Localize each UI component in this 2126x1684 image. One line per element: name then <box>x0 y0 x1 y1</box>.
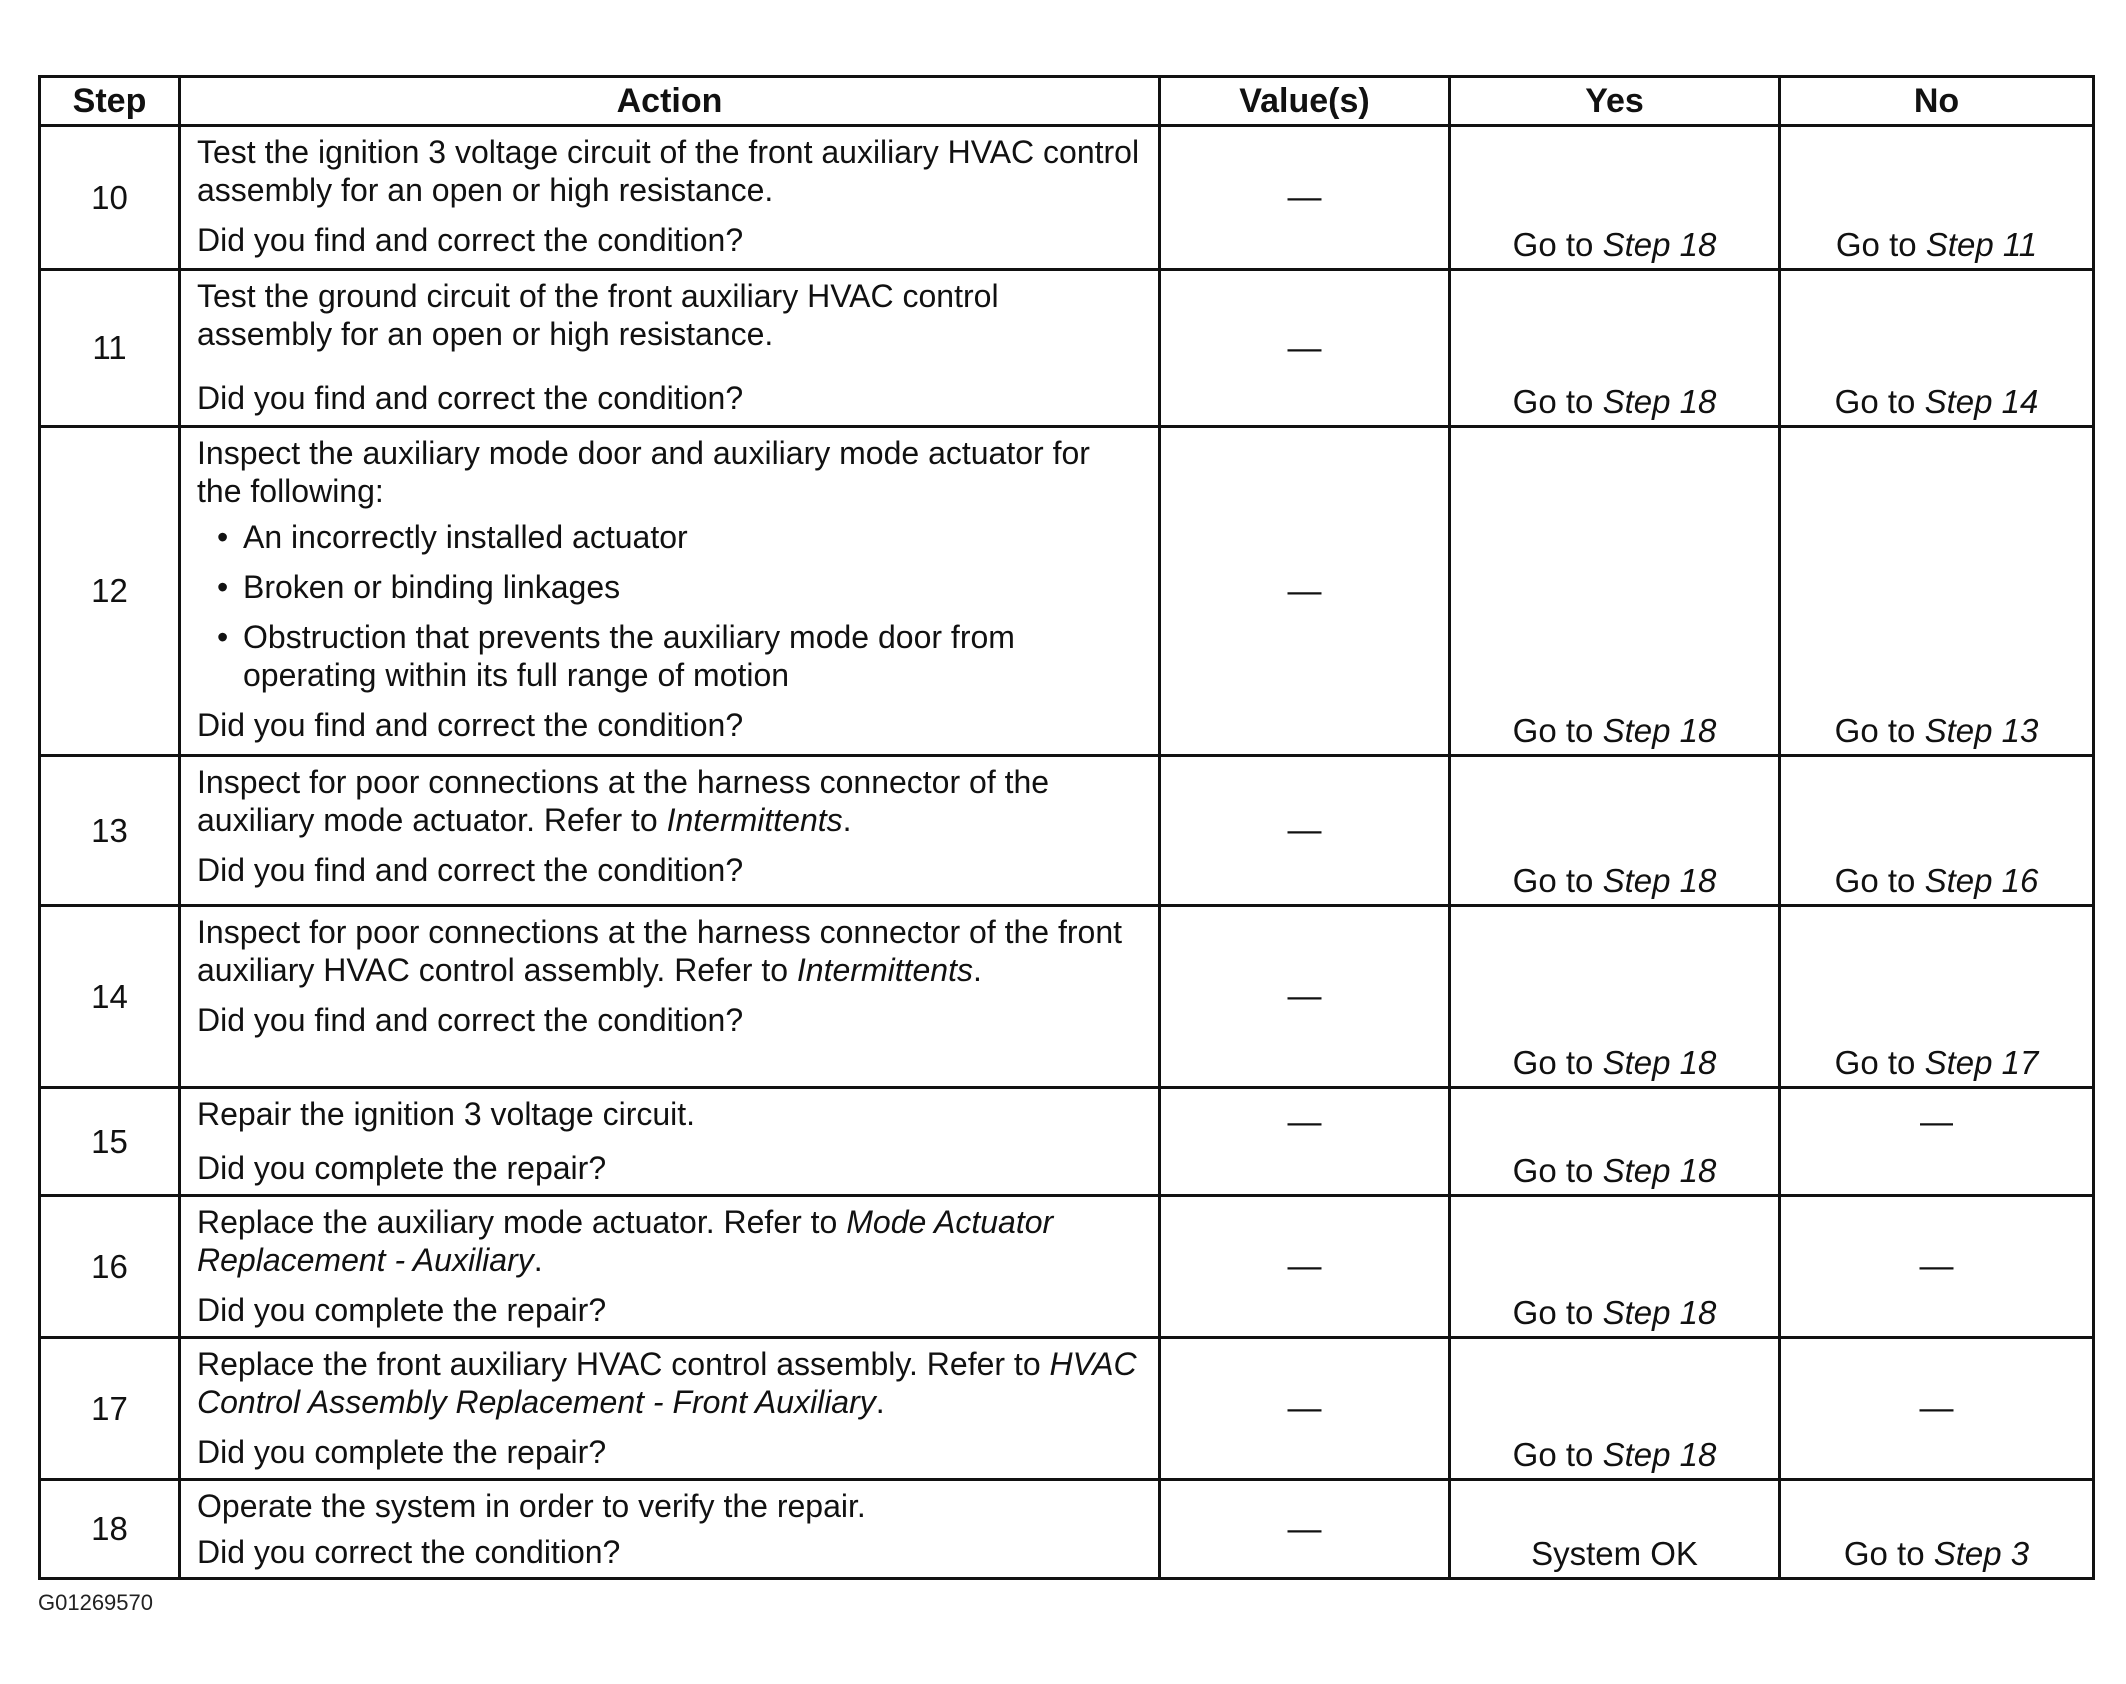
goto-label: Go to <box>1512 226 1594 263</box>
goto-label: Go to <box>1834 712 1916 749</box>
reference-link: HVAC Control Assembly Replacement - Front Auxiliary <box>197 1346 1137 1420</box>
value-cell: — <box>1160 1196 1450 1338</box>
list-item: • An incorrectly installed actuator <box>243 518 1140 556</box>
action-body: Replace the auxiliary mode actuator. Refer to <box>197 1204 838 1240</box>
yes-cell <box>1450 1338 1780 1480</box>
list-item: • Obstruction that prevents the auxiliary mode door from operating within its full range of motion <box>243 618 1140 694</box>
action-text: Repair the ignition 3 voltage circuit. <box>197 1096 696 1132</box>
goto-step-link: Step 16 <box>1924 862 2039 899</box>
yes-cell: System OK <box>1450 1480 1780 1579</box>
goto-label: Go to <box>1834 1044 1916 1081</box>
table-row <box>40 1338 2094 1480</box>
reference-link: Mode Actuator Replacement - Auxiliary <box>197 1204 1054 1278</box>
goto-label: Go to <box>1512 1152 1594 1189</box>
action-text: Test the ignition 3 voltage circuit of the front auxiliary HVAC control assembly for an open or high resistance. <box>197 134 1140 208</box>
goto-step-link: Step 18 <box>1602 226 1717 263</box>
goto-step-link: Step 18 <box>1602 1294 1717 1331</box>
header-no: No <box>1780 77 2094 126</box>
step-number: 13 <box>40 756 180 906</box>
no-cell <box>1780 270 2094 427</box>
step-number: 11 <box>40 270 180 427</box>
goto-step-link: Step 17 <box>1924 1044 2039 1081</box>
action-text: Test the ground circuit of the front auxiliary HVAC control assembly for an open or high resistance. <box>197 278 999 352</box>
value-cell: — <box>1160 1088 1450 1196</box>
action-question: Did you find and correct the condition? <box>197 380 744 416</box>
value-cell: — <box>1160 906 1450 1088</box>
step-number: 12 <box>40 427 180 756</box>
no-cell: — <box>1780 1196 2094 1338</box>
no-cell <box>1780 126 2094 270</box>
goto-step-link: Step 14 <box>1924 383 2039 420</box>
goto-label: Go to <box>1512 1436 1594 1473</box>
yes-cell <box>1450 1088 1780 1196</box>
goto-step-link: Step 11 <box>1925 226 2038 263</box>
action-cell <box>180 1196 1160 1338</box>
list-item: • Broken or binding linkages <box>243 568 1140 606</box>
header-step: Step <box>40 77 180 126</box>
action-cell <box>180 126 1160 270</box>
step-number: 10 <box>40 126 180 270</box>
goto-label: Go to <box>1512 862 1594 899</box>
action-question: Did you find and correct the condition? <box>197 1002 744 1038</box>
action-cell <box>180 1088 1160 1196</box>
action-cell <box>180 427 1160 756</box>
header-action: Action <box>180 77 1160 126</box>
yes-cell <box>1450 1196 1780 1338</box>
step-number: 17 <box>40 1338 180 1480</box>
table-row <box>40 1480 2094 1579</box>
table-row <box>40 906 2094 1088</box>
action-text: Inspect the auxiliary mode door and auxiliary mode actuator for the following: <box>197 435 1090 509</box>
yes-cell <box>1450 756 1780 906</box>
yes-cell <box>1450 126 1780 270</box>
step-number: 15 <box>40 1088 180 1196</box>
action-text: Inspect for poor connections at the harness connector of the front auxiliary HVAC control assembly. Refer to Intermittents. <box>197 914 1122 988</box>
no-cell <box>1780 427 2094 756</box>
reference-link: Intermittents <box>666 802 843 838</box>
goto-step-link: Step 18 <box>1602 1044 1717 1081</box>
value-cell: — <box>1160 126 1450 270</box>
table-row <box>40 126 2094 270</box>
action-cell <box>180 1480 1160 1579</box>
goto-step-link: Step 3 <box>1933 1535 2030 1572</box>
action-body: Inspect for poor connections at the harness connector of the front auxiliary HVAC control assembly. Refer to <box>197 914 1122 988</box>
goto-label: Go to <box>1512 1044 1594 1081</box>
value-cell: — <box>1160 756 1450 906</box>
action-cell <box>180 906 1160 1088</box>
step-number: 16 <box>40 1196 180 1338</box>
diagnostic-table <box>38 75 2095 1580</box>
no-cell: — <box>1780 1088 2094 1196</box>
action-text: Replace the front auxiliary HVAC control assembly. Refer to HVAC Control Assembly Replacement - Front Auxiliary. <box>197 1346 1137 1420</box>
goto-label: Go to <box>1834 862 1916 899</box>
goto-step-link: Step 13 <box>1924 712 2039 749</box>
value-cell: — <box>1160 1338 1450 1480</box>
action-cell <box>180 270 1160 427</box>
yes-cell <box>1450 906 1780 1088</box>
action-question: Did you complete the repair? <box>197 1150 607 1186</box>
action-cell <box>180 756 1160 906</box>
step-number: 18 <box>40 1480 180 1579</box>
action-body: Replace the front auxiliary HVAC control assembly. Refer to <box>197 1346 1041 1382</box>
no-cell <box>1780 756 2094 906</box>
action-question: Did you correct the condition? <box>197 1534 621 1570</box>
goto-step-link: Step 18 <box>1602 1436 1717 1473</box>
action-text: Operate the system in order to verify the repair. <box>197 1488 866 1524</box>
yes-cell <box>1450 270 1780 427</box>
reference-link: Intermittents <box>796 952 973 988</box>
header-row <box>40 77 2094 126</box>
yes-cell <box>1450 427 1780 756</box>
action-question: Did you complete the repair? <box>197 1434 607 1470</box>
no-cell <box>1780 1480 2094 1579</box>
action-question: Did you find and correct the condition? <box>197 707 744 743</box>
header-values: Value(s) <box>1160 77 1450 126</box>
goto-label: Go to <box>1512 1294 1594 1331</box>
goto-step-link: Step 18 <box>1602 862 1717 899</box>
goto-label: Go to <box>1512 712 1594 749</box>
action-question: Did you find and correct the condition? <box>197 222 744 258</box>
goto-label: Go to <box>1835 226 1917 263</box>
table-row <box>40 756 2094 906</box>
goto-step-link: Step 18 <box>1602 712 1717 749</box>
no-cell <box>1780 906 2094 1088</box>
action-question: Did you complete the repair? <box>197 1292 607 1328</box>
action-body: Inspect for poor connections at the harness connector of the auxiliary mode actuator. Refer to <box>197 764 1050 838</box>
table-row <box>40 427 2094 756</box>
figure-id: G01269570 <box>38 1590 153 1615</box>
action-text: Inspect for poor connections at the harness connector of the auxiliary mode actuator. Refer to Intermittents. <box>197 764 1050 838</box>
goto-label: Go to <box>1843 1535 1925 1572</box>
action-cell <box>180 1338 1160 1480</box>
goto-step-link: Step 18 <box>1602 383 1717 420</box>
value-cell: — <box>1160 1480 1450 1579</box>
table-row <box>40 270 2094 427</box>
value-cell: — <box>1160 427 1450 756</box>
value-cell: — <box>1160 270 1450 427</box>
goto-label: Go to <box>1512 383 1594 420</box>
table-row <box>40 1088 2094 1196</box>
action-question: Did you find and correct the condition? <box>197 852 744 888</box>
goto-label: Go to <box>1834 383 1916 420</box>
step-number: 14 <box>40 906 180 1088</box>
no-cell: — <box>1780 1338 2094 1480</box>
goto-step-link: Step 18 <box>1602 1152 1717 1189</box>
action-text: Replace the auxiliary mode actuator. Refer to Mode Actuator Replacement - Auxiliary. <box>197 1204 1054 1278</box>
table-row <box>40 1196 2094 1338</box>
bullet-list <box>197 518 1140 694</box>
header-yes: Yes <box>1450 77 1780 126</box>
